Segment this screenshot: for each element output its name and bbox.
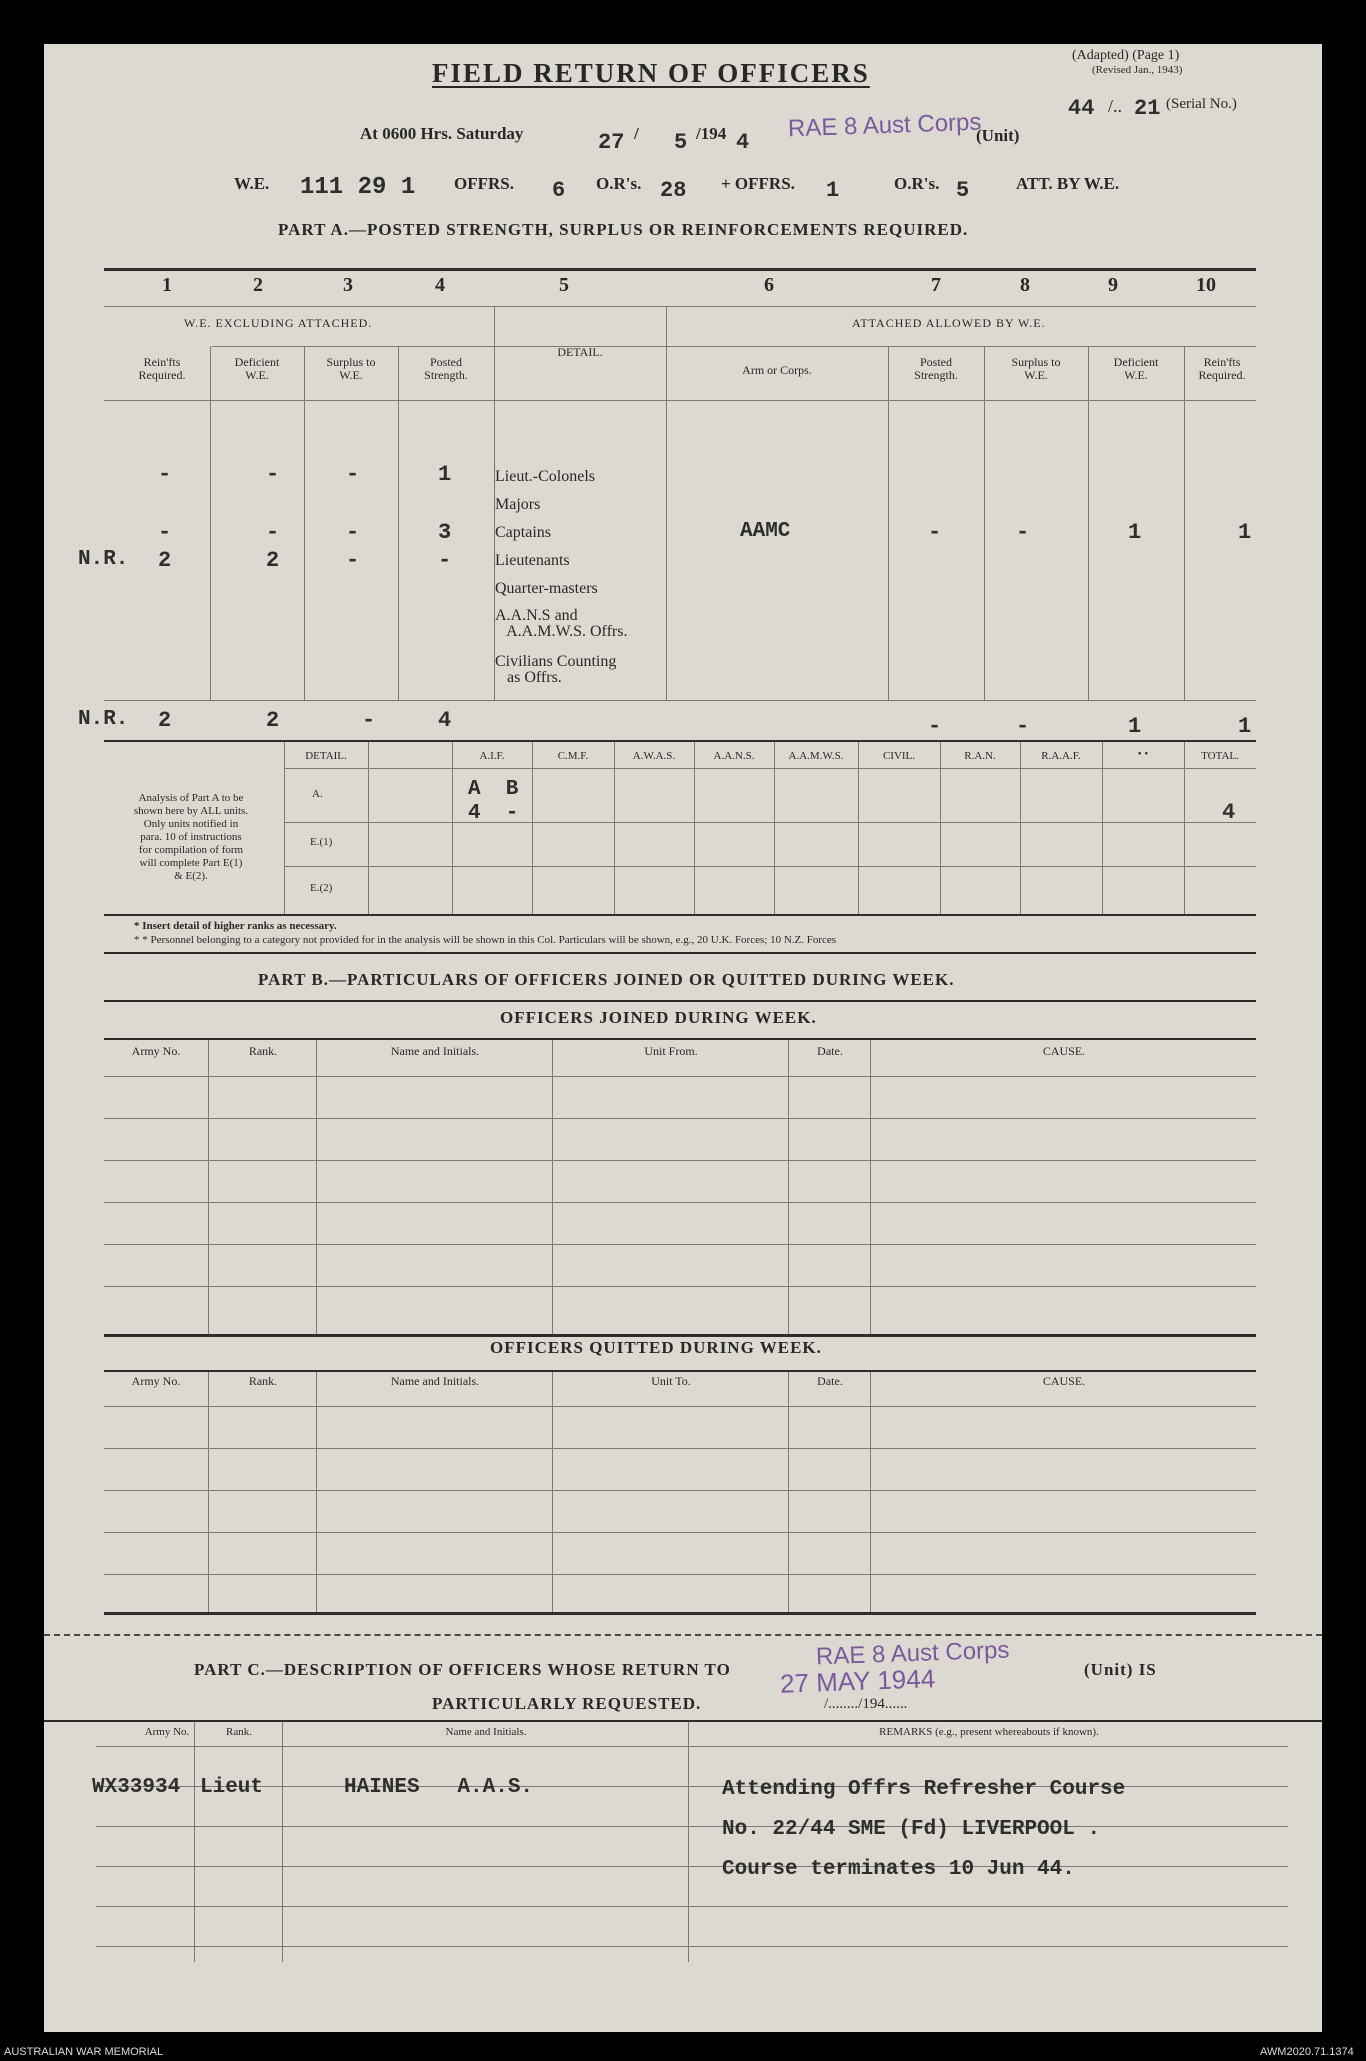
serial-label: (Serial No.)	[1166, 96, 1237, 112]
an-row-e2: E.(2)	[310, 882, 333, 894]
ltcol-c1: -	[158, 462, 172, 487]
pc-remark-1: Attending Offrs Refresher Course	[722, 1778, 1126, 1801]
pc-name: HAINES A.A.S.	[344, 1776, 534, 1799]
serial-prefix: 44	[1068, 96, 1095, 121]
pc-remark-2: No. 22/44 SME (Fd) LIVERPOOL .	[722, 1818, 1101, 1841]
quitted-h-army: Army No.	[131, 1374, 181, 1388]
part-c-unit-stamp: RAE 8 Aust Corps	[815, 1636, 1010, 1671]
col-num-8: 8	[1020, 274, 1030, 296]
unit-label: (Unit)	[976, 126, 1020, 145]
slash-1: /	[634, 124, 639, 143]
document-page	[44, 44, 1322, 2032]
header-c10: Rein'fts Required.	[1198, 355, 1246, 382]
col-num-1: 1	[162, 274, 172, 296]
we-label: W.E.	[234, 174, 270, 193]
aif-values: 4 -	[468, 802, 519, 825]
quitted-h-date: Date.	[817, 1374, 843, 1388]
part-c-line1: PART C.—DESCRIPTION OF OFFICERS WHOSE RETURN TO	[194, 1660, 731, 1679]
ltcol-c3: -	[346, 462, 360, 487]
total-c8: -	[1016, 714, 1030, 739]
at-label: At 0600 Hrs. Saturday	[360, 124, 524, 143]
year-prefix: /194	[696, 124, 727, 143]
an-row-a: A.	[312, 788, 323, 800]
perforation	[44, 1634, 1322, 1636]
serial-number: 21	[1134, 96, 1161, 121]
serial-sep: /..	[1108, 96, 1123, 116]
part-c-unit-is: (Unit) IS	[1084, 1660, 1157, 1679]
month-value: 5	[674, 130, 688, 155]
an-row-e1: E.(1)	[310, 836, 333, 848]
pc-h-rank: Rank.	[226, 1726, 252, 1738]
total-c3: -	[362, 708, 376, 733]
pc-h-army: Army No.	[144, 1726, 190, 1738]
unit-stamp: RAE 8 Aust Corps	[787, 108, 982, 143]
footnote-2: * * Personnel belonging to a category not provided for in the analysis will be shown in this Col. Particulars will be shown, e.g., 20 U.K. Forces; 10 N.Z. Forces	[134, 934, 837, 946]
year-digit: 4	[736, 130, 750, 155]
header-c7: Posted Strength.	[914, 355, 958, 382]
analysis-total-a: 4	[1222, 800, 1236, 825]
pc-army-no: WX33934	[92, 1776, 181, 1799]
joined-h-rank: Rank.	[248, 1044, 278, 1058]
quitted-h-unit: Unit To.	[651, 1374, 691, 1388]
joined-h-unit: Unit From.	[644, 1044, 698, 1058]
header-c4: Posted Strength.	[424, 355, 468, 382]
part-b-title: PART B.—PARTICULARS OF OFFICERS JOINED OR QUITTED DURING WEEK.	[258, 970, 955, 989]
rank-aans: A.A.N.S and A.A.M.W.S. Offrs.	[495, 607, 628, 640]
pc-remark-3: Course terminates 10 Jun 44.	[722, 1858, 1075, 1881]
total-c9: 1	[1128, 714, 1142, 739]
rank-captains: Captains	[495, 524, 551, 541]
revised-note: (Revised Jan., 1943)	[1092, 64, 1183, 76]
ors-value: 28	[660, 178, 687, 203]
total-c1: 2	[158, 708, 172, 733]
col-num-7: 7	[931, 274, 941, 296]
ors2-value: 5	[956, 178, 970, 203]
lieut-c1: 2	[158, 548, 172, 573]
an-h-aans: A.A.N.S.	[713, 750, 755, 762]
day-value: 27	[598, 130, 625, 155]
rank-qm: Quarter-masters	[495, 580, 598, 597]
total-c10: 1	[1238, 714, 1252, 739]
ltcol-c2: -	[266, 462, 280, 487]
rank-majors: Majors	[495, 496, 541, 513]
ors-label: O.R's.	[596, 174, 642, 193]
quitted-h-rank: Rank.	[248, 1374, 278, 1388]
quitted-title: OFFICERS QUITTED DURING WEEK.	[490, 1338, 822, 1357]
col-num-5: 5	[559, 274, 569, 296]
capt-c9: 1	[1128, 520, 1142, 545]
col-num-6: 6	[764, 274, 774, 296]
header-c3: Surplus to W.E.	[326, 355, 376, 382]
capt-c7: -	[928, 520, 942, 545]
col-num-10: 10	[1196, 274, 1216, 296]
we-group-header: W.E. EXCLUDING ATTACHED.	[184, 316, 373, 330]
header-c6: Arm or Corps.	[742, 363, 812, 377]
pc-rank: Lieut	[200, 1776, 264, 1799]
part-c-line2: PARTICULARLY REQUESTED.	[432, 1694, 702, 1713]
col-num-3: 3	[343, 274, 353, 296]
lieut-c4: -	[438, 548, 452, 573]
header-c5: DETAIL.	[557, 345, 603, 359]
joined-h-army: Army No.	[131, 1044, 181, 1058]
capt-c6: AAMC	[740, 520, 791, 543]
capt-c3: -	[346, 520, 360, 545]
header-c8: Surplus to W.E.	[1011, 355, 1061, 382]
offrs-value: 6	[552, 178, 566, 203]
col-num-4: 4	[435, 274, 445, 296]
total-c7: -	[928, 714, 942, 739]
ors2-label: O.R's.	[894, 174, 940, 193]
part-c-date-stamp: 27 MAY 1944	[779, 1663, 936, 1699]
an-h-aamws: A.A.M.W.S.	[788, 750, 844, 762]
plus-offrs-value: 1	[826, 178, 840, 203]
rank-civilians: Civilians Counting as Offrs.	[495, 653, 617, 686]
col-num-2: 2	[253, 274, 263, 296]
rank-lieutenants: Lieutenants	[495, 552, 570, 569]
capt-c4: 3	[438, 520, 452, 545]
footer-right: AWM2020.71.1374	[1260, 2046, 1354, 2058]
part-a-title: PART A.—POSTED STRENGTH, SURPLUS OR REINFORCEMENTS REQUIRED.	[278, 220, 969, 239]
footer-left: AUSTRALIAN WAR MEMORIAL	[4, 2046, 164, 2058]
joined-h-name: Name and Initials.	[390, 1044, 480, 1058]
part-c-date-tail: /......../194......	[824, 1696, 908, 1712]
plus-offrs-label: + OFFRS.	[721, 174, 795, 193]
pc-h-remarks: REMARKS (e.g., present whereabouts if known).	[879, 1726, 1099, 1738]
offrs-label: OFFRS.	[454, 174, 514, 193]
capt-c8: -	[1016, 520, 1030, 545]
lieut-c2: 2	[266, 548, 280, 573]
analysis-note: Analysis of Part A to be shown here by ALL units. Only units notified in para. 10 of instructions for compilation of form will complete Part E(1) & E(2).	[133, 792, 249, 882]
lieut-nr: N.R.	[78, 548, 129, 571]
joined-title: OFFICERS JOINED DURING WEEK.	[500, 1008, 817, 1027]
quitted-h-name: Name and Initials.	[390, 1374, 480, 1388]
an-h-cmf: C.M.F.	[557, 750, 589, 762]
att-label: ATT. BY W.E.	[1016, 174, 1120, 193]
header-c9: Deficient W.E.	[1113, 355, 1159, 382]
capt-c2: -	[266, 520, 280, 545]
joined-h-date: Date.	[817, 1044, 843, 1058]
quitted-h-cause: CAUSE.	[1042, 1374, 1086, 1388]
total-c2: 2	[266, 708, 280, 733]
an-h-awas: A.W.A.S.	[632, 750, 676, 762]
capt-c10: 1	[1238, 520, 1252, 545]
we-value: 111 29 1	[300, 174, 416, 201]
pc-h-name: Name and Initials.	[445, 1726, 527, 1738]
ltcol-c4: 1	[438, 462, 452, 487]
an-h-ran: R.A.N.	[964, 750, 996, 762]
footnote-1: * Insert detail of higher ranks as necessary.	[134, 920, 337, 932]
lieut-c3: -	[346, 548, 360, 573]
header-c2: Deficient W.E.	[234, 355, 280, 382]
an-h-raaf: R.A.A.F.	[1041, 750, 1081, 762]
an-h-civil: CIVIL.	[882, 750, 916, 762]
an-h-detail: DETAIL.	[305, 750, 347, 762]
capt-c1: -	[158, 520, 172, 545]
col-num-9: 9	[1108, 274, 1118, 296]
total-c4: 4	[438, 708, 452, 733]
an-h-aif: A.I.F.	[479, 750, 505, 762]
rank-ltcol: Lieut.-Colonels	[495, 468, 595, 485]
adapted-note: (Adapted) (Page 1)	[1072, 48, 1180, 63]
form-title: FIELD RETURN OF OFFICERS	[432, 58, 870, 88]
att-group-header: ATTACHED ALLOWED BY W.E.	[852, 316, 1046, 330]
an-h-other: • •	[1137, 748, 1149, 760]
joined-h-cause: CAUSE.	[1042, 1044, 1086, 1058]
total-nr: N.R.	[78, 708, 129, 731]
header-c1: Rein'fts Required.	[138, 355, 186, 382]
an-h-total: TOTAL.	[1201, 750, 1239, 762]
aif-letters: A B	[468, 778, 519, 801]
